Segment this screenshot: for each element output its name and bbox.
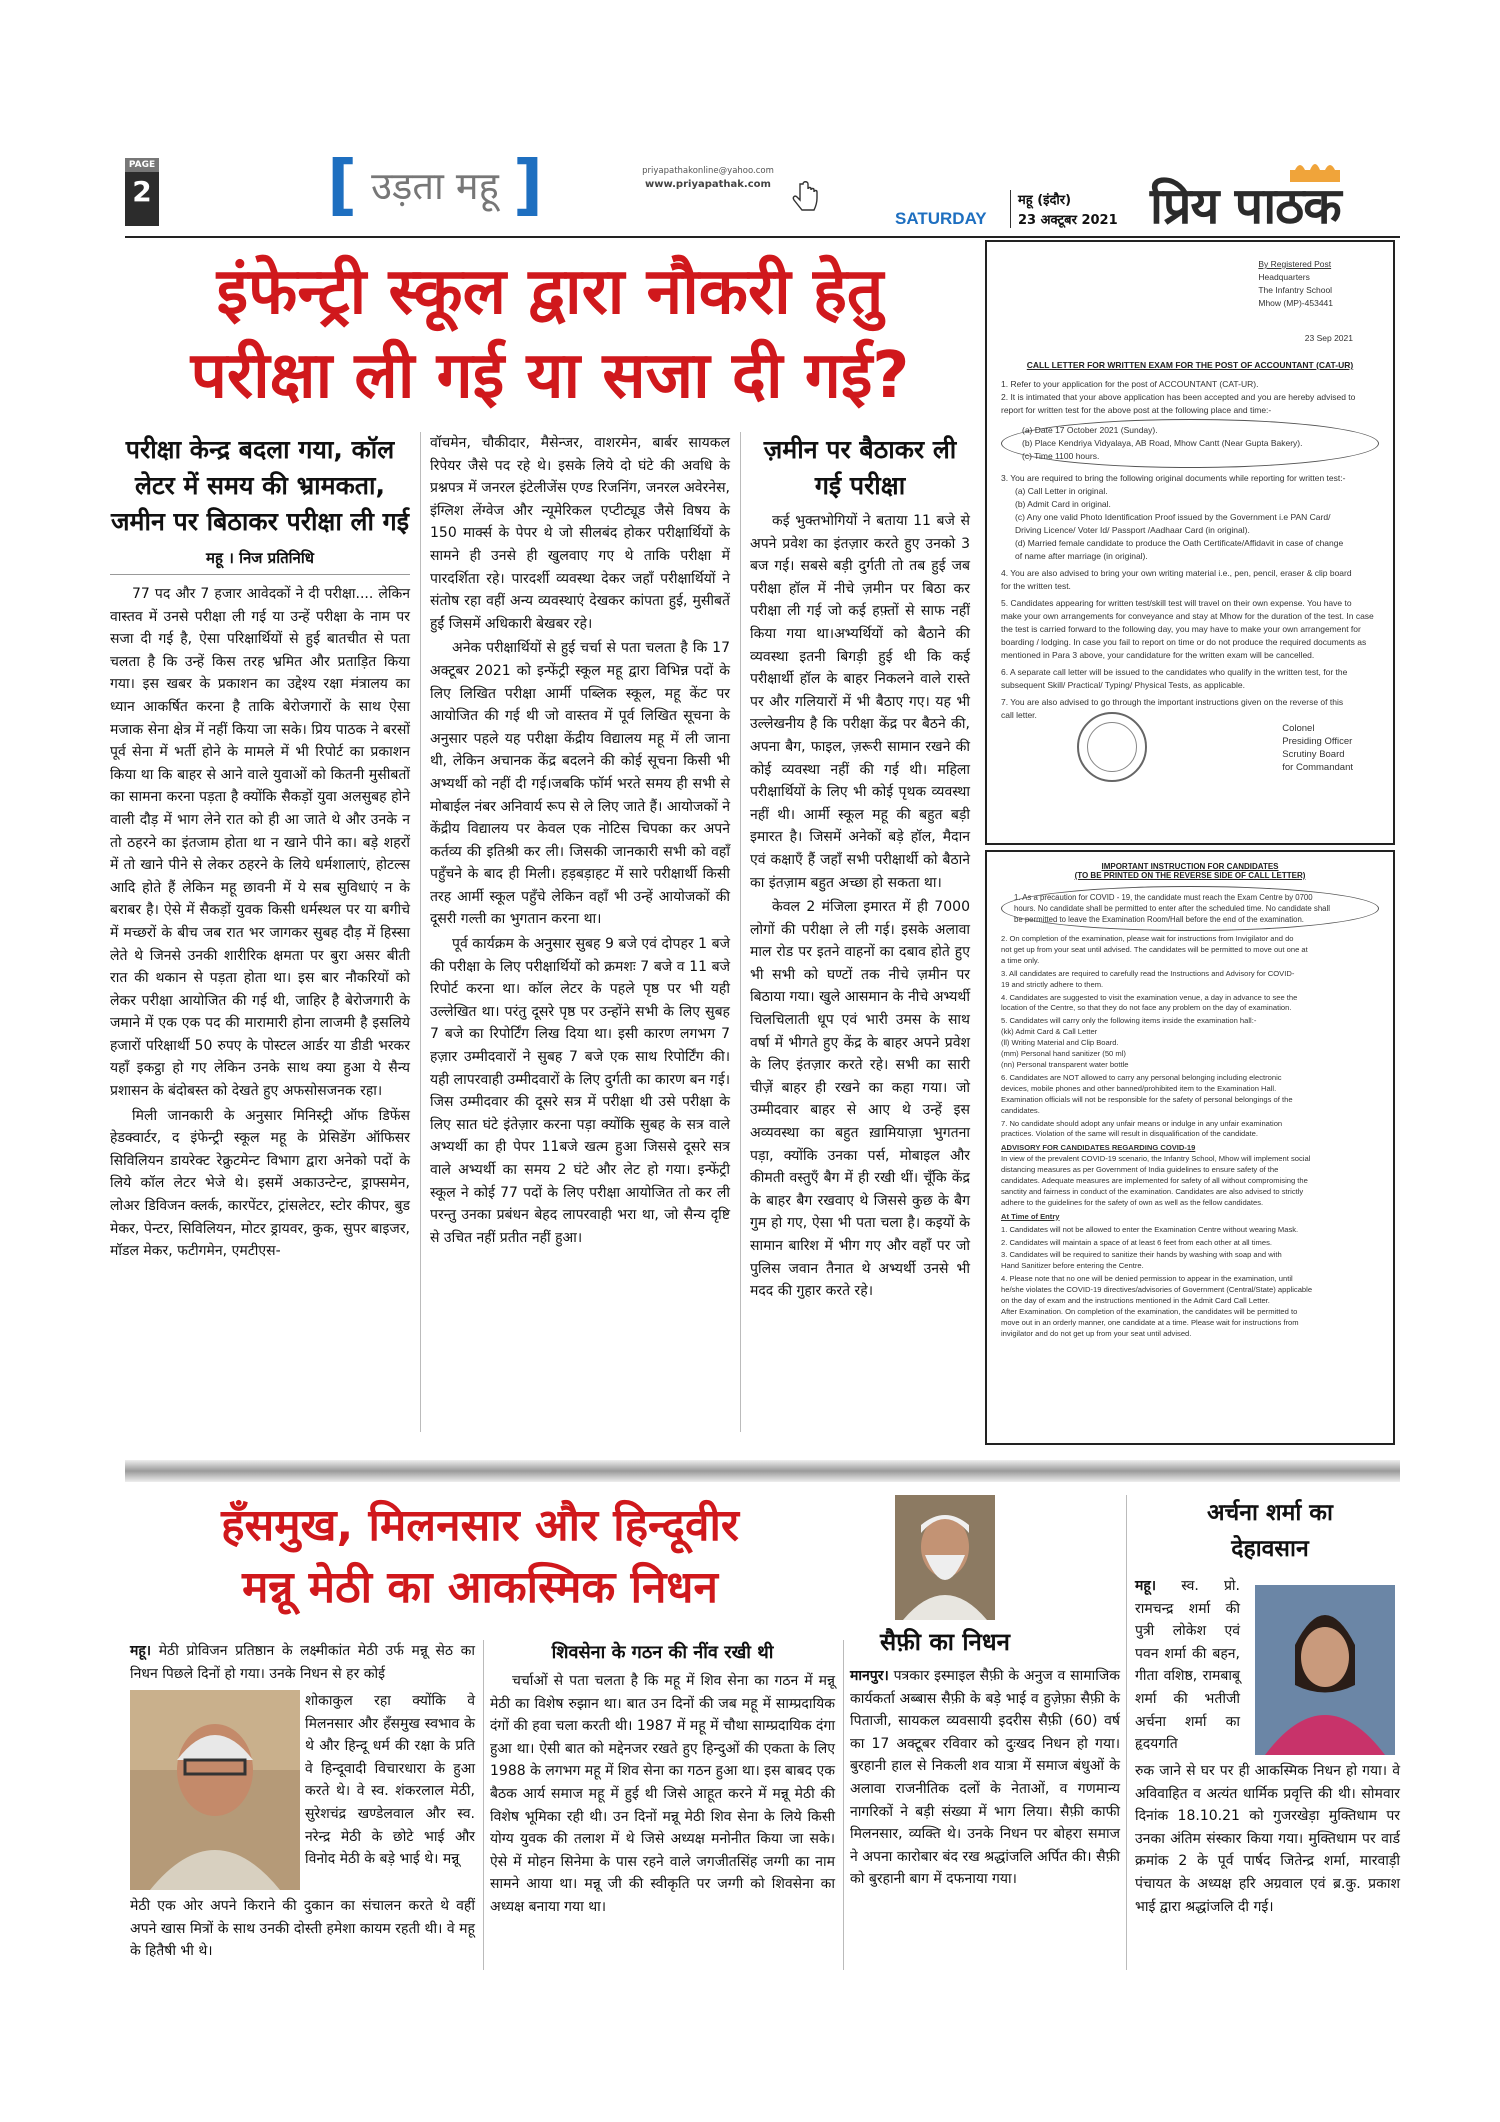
column-rule: [1126, 1495, 1127, 1970]
location-label: महू (इंदौर): [1018, 193, 1072, 208]
instruction-line: In view of the prevalent COVID-19 scenario, the Infantry School, Mhow will implement social: [1001, 1154, 1311, 1164]
letter-line: call letter.: [1001, 710, 1037, 720]
instruction-line: 6. Candidates are NOT allowed to carry any personal belonging including electronic: [1001, 1072, 1282, 1082]
shivsena-text: चर्चाओं से पता चलता है कि महू में शिव सेना का गठन में मन्नू मेठी का विशेष रुझान था। बात उन दिनों की जब महू में साम्प्रदायिक दंगों की हवा चला करती थी। 1987 में महू में चौथा साम्प्रदायिक दंगा हुआ था। ऐसी बात को मद्देनजर रखते हुए हिन्दुओं की एकता के लिए 1988 के लगभग महू में शिव सेना का गठन हुआ था। इस बाबद एक बैठक आर्य समाज महू में हुई थी जिसे आहूत करने में मन्नू मेठी की विशेष भूमिका रही थी। उन दिनों मन्नू मेठी शिव सेना के लिये किसी योग्य युवक की तलाश में थे जिसे अध्यक्ष मनोनीत किया जा सके। ऐसे में मोहन सिनेमा के पास रहने वाले जगजीतसिंह जग्गी का नाम सामने आया था। मन्नू जी की स्वीकृति पर जग्गी को शिवसेना का अध्यक्ष बनाया गया था।: [490, 1673, 835, 1915]
letter-title: CALL LETTER FOR WRITTEN EXAM FOR THE POST OF ACCOUNTANT (CAT-UR): [1026, 360, 1354, 370]
letter-line: (a) Call Letter in original.: [1015, 486, 1108, 496]
highlight-oval: [1001, 886, 1379, 931]
call-letter-document: [985, 240, 1395, 845]
story-paragraph: 77 पद और 7 हजार आवेदकों ने दी परीक्षा.... लेकिन वास्तव में उनसे परीक्षा ली गई या उन्हें परीक्षा के नाम पर सजा दी गई है, ऐसा परिक्षार्थियों से हुई बातचीत से पता चलता है कि उन्हें किस तरह भ्रमित और प्रताड़ित किया गया। इस खबर के प्रकाशन का उद्देश्य रक्षा मंत्रालय का ध्यान आकर्षित करना है ताकि बेरोजगारों के साथ ऐसा मजाक सेना क्षेत्र में नहीं किया जा सके। प्रिय पाठक ने बरसों पूर्व सेना में भर्ती होने के मामले में भी रिपोर्ट का प्रकाशन किया था कि बाहर से आने वाले युवाओं को कितनी मुसीबतों का सामना करना पड़ता है क्योंकि सैकड़ों युवा अलसुबह होने वाली दौड़ में भाग लेने रात को ही आ जाते थे और उनके न तो ठहरने का इंतजाम होता था न खाने पीने का। बड़े शहरों में तो खाने पीने से लेकर ठहरने के लिये धर्मशालाएं, होटल्स आदि होते हैं लेकिन महू छावनी में ये सब सुविधाएं न के बराबर है। ऐसे में सैकड़ों युवक किसी धर्मस्थल पर या बगीचे में मच्छरों के बीच जब रात भर जागकर सुबह दौड़ में हिस्सा लेते थे जिनसे उनकी शारीरिक क्षमता पर बुरा असर बीती रात की थकान से पड़ता होता था। इस बार नौकरियों को लेकर परीक्षा आयोजित की गई थी, जाहिर है बेरोजगारी के जमाने में एक एक पद की मारामारी होना लाजमी है इसलिये हजारों परिक्षार्थी 50 रुपए के पोस्टल आर्डर या डीडी भरकर यहाँ इकट्ठा हो गए लेकिन उनके साथ क्या हुआ ये सैन्य प्रशासन के बंदोबस्त को देखते हुए अफसोसजनक रहा।: [110, 586, 410, 1100]
instruction-line: 2. Candidates will maintain a space of at least 6 feet from each other at all times.: [1001, 1237, 1272, 1247]
story-paragraph: मिली जानकारी के अनुसार मिनिस्ट्री ऑफ डिफेंस हेडक्वार्टर, द इंफेन्ट्री स्कूल महू के प्रेसिडेंग ऑफिसर सिविलियन डायरेक्ट रेक्रुटमेन्ट विभाग द्वारा अनेको पदों के लिये कॉल लेटर भेजे थे। इसमें अकाउन्टेन्ट, ड्राफ्समेन, लोअर डिविजन क्लर्क, कारपेंटर, ट्रांसलेटर, स्टोर कीपर, बुड मेकर, पेन्टर, सिविलियन, मोटर ड्रायवर, कुक, सुपर बाइजर, मॉडल मेकर, फटीगमेन, एमटीएस-: [110, 1107, 410, 1260]
letter-line: 1. Refer to your application for the post of ACCOUNTANT (CAT-UR).: [1001, 379, 1259, 389]
sign-line: Scrutiny Board: [1282, 749, 1345, 760]
instruction-line: ADVISORY FOR CANDIDATES REGARDING COVID-19: [1001, 1143, 1196, 1153]
instruction-line: At Time of Entry: [1001, 1211, 1060, 1221]
letter-body: [1001, 378, 1379, 722]
sender-line: The Infantry School: [1258, 285, 1333, 295]
dateline: महू।: [1135, 1578, 1157, 1594]
sign-line: Presiding Officer: [1282, 736, 1353, 747]
sender-line: Mhow (MP)-453441: [1258, 298, 1333, 308]
story-paragraph: वॉचमेन, चौकीदार, मैसेन्जर, वाशरमेन, बार्बर सायकल रिपेयर जैसे पद रहे थे। इसके लिये दो घंटे की अवधि के प्रश्नपत्र में जनरल इंटेलीजेंस एण्ड रिजनिंग, जनरल अवेरनेस, इंग्लिश लेंग्वेज और न्यूमेरिकल एप्टीट्यूड जैसे विषय के 150 मार्क्स के पेपर थे जो सीलबंद होकर परीक्षार्थियों के सामने ही उनसे ही खुलवाए गए थे ताकि परीक्षा में पारदर्शिता रहे। पारदर्शी व्यवस्था देकर जहाँ परीक्षार्थियों ने संतोष रहा वहीं अन्य व्यवस्थाएं देखकर कांपता हुई, मुसीबतें हुईं जिसमें अधिकारी बेखबर रहे।: [430, 435, 730, 632]
archana-side: [1135, 1575, 1240, 1758]
portrait-photo: [130, 1690, 300, 1890]
story-paragraph: कई भुक्तभोगियों ने बताया 11 बजे से अपने प्रवेश का इंतज़ार करते हुए उनको 3 बज गई। सबसे बड़ी दुर्गती तो तब हुई जब परीक्षा हॉल में नीचे ज़मीन पर बिठा कर परीक्षा ली गई जो कई हफ़्तों से साफ नहीं किया गया था।अभ्यर्थियों को बैठाने की व्यवस्था इतनी बिगड़ी हुई थी कि कई परीक्षार्थी हॉल के बाहर निकलने वाले रास्ते पर और गलियारों में भी बैठाए गए। यह भी उल्लेखनीय है कि परीक्षा केंद्र पर बैठने की, अपना बैग, फाइल, ज़रूरी सामान रखने की कोई व्यवस्था नहीं की गई थी। महिला परीक्षार्थियों के लिए भी कोई पृथक व्यवस्था नहीं थी। आर्मी स्कूल महू की बहुत बड़ी इमारत है। जिसमें अनेकों बड़े हॉल, मैदान एवं कक्षाएँ हैं जहाँ सभी परीक्षार्थी को बैठाने का इंतज़ाम बहुत अच्छा हो सकता था।: [750, 513, 970, 891]
cursor-hand-icon: [790, 180, 820, 216]
instruction-line: 2. On completion of the examination, please wait for instructions from Invigilator and do: [1001, 934, 1294, 943]
archana-text: स्व. प्रो. रामचन्द्र शर्मा की पुत्री लोकेश एवं पवन शर्मा की बहन, गीता वशिष्ठ, रामबाबू शर्मा की भतीजी अर्चना शर्मा का हृदयगति: [1135, 1578, 1240, 1753]
website-link[interactable]: www.priyapathak.com: [645, 179, 771, 190]
instructions-document: [985, 850, 1395, 1445]
obit-headline-line-1: हँसमुख, मिलनसार और हिन्दूवीर: [221, 1500, 739, 1551]
headline-line-2: परीक्षा ली गई या सजा दी गई?: [190, 339, 910, 413]
instruction-line: invigilator and do not get up from your seat until advised.: [1001, 1328, 1192, 1338]
column-subhead: ज़मीन पर बैठाकर ली गई परीक्षा: [763, 435, 957, 500]
instruction-line: be permitted to leave the Examination Room/Hall before the end of the examination.: [1014, 915, 1304, 924]
instruction-line: (ll) Writing Material and Clip Board.: [1001, 1038, 1119, 1048]
column-rule: [843, 1640, 844, 1970]
obituary-headline: [130, 1495, 830, 1619]
story-paragraph: पूर्व कार्यक्रम के अनुसार सुबह 9 बजे एवं दोपहर 1 बजे की परीक्षा के लिए परीक्षार्थियों को क्रमशः 7 बजे व 11 बजे रिपोर्ट करना था। कॉल लेटर के पहले पृष्ठ पर भी यही उल्लेखित था। परंतु दूसरे पृष्ठ पर उन्होंने सभी के लिए सुबह 7 बजे का रिपोर्टिंग लिख दिया था। इसी कारण लगभग 7 हज़ार उम्मीदवारों ने सुबह 7 बजे एक साथ रिपोर्टिंग की। यही लापरवाही उम्मीदवारों के लिए दुर्गती का कारण बन गई। जिस उम्मीदवार की दूसरे सत्र में परीक्षा थी उसे परीक्षा के लिए सात घंटे इंतेज़ार करना पड़ा क्योंकि सुबह के सत्र वाले अभ्यर्थी का ही पेपर 11बजे खत्म हुआ जिससे दूसरे सत्र वाले अभ्यर्थी का समय 2 घंटे और लेट हो गया। इन्फेंट्री स्कूल ने कोई 77 पदों के लिए परीक्षा आयोजित तो कर ली परन्तु उनका प्रबंधन बेहद लापरवाही भरा था, जो सैन्य दृष्टि से उचित नहीं प्रतीत नहीं हुआ।: [430, 936, 730, 1246]
sign-line: for Commandant: [1282, 762, 1353, 773]
obit-text: मेठी एक ओर अपने किराने की दुकान का संचालन करते थे वहीं अपने खास मित्रों के साथ उनकी दोस्ती हमेशा कायम रहती थी। वे महू के हितैषी भी थे।: [130, 1898, 475, 1960]
section-divider-band: [125, 1460, 1400, 1482]
contact-box: [628, 166, 788, 190]
highlight-oval: [1001, 419, 1379, 468]
instruction-line: (nn) Personal transparent water bottle: [1001, 1059, 1129, 1069]
archana-bottom: [1135, 1760, 1400, 1920]
dateline: मानपुर।: [850, 1668, 889, 1684]
headline-line-1: इंफेन्ट्री स्कूल द्वारा नौकरी हेतु: [216, 255, 884, 329]
instructions-title: IMPORTANT INSTRUCTION FOR CANDIDATES: [1101, 862, 1279, 871]
sender-line: Headquarters: [1258, 272, 1310, 282]
date-divider: [1010, 190, 1011, 228]
instruction-line: (mm) Personal hand sanitizer (50 ml): [1001, 1049, 1126, 1059]
instruction-line: 3. All candidates are required to carefully read the Instructions and Advisory for COVID-: [1001, 968, 1295, 978]
letter-line: 6. A separate call letter will be issued to the candidates who qualify in the written test, for the: [1001, 667, 1348, 677]
page-number: 2: [132, 175, 152, 208]
instruction-line: 3. Candidates will be required to sanitize their hands by washing with soap and with: [1001, 1250, 1282, 1260]
newspaper-logo: [1150, 160, 1400, 235]
saifi-photo: [895, 1495, 995, 1620]
byline: महू । निज प्रतिनिधि: [110, 548, 410, 575]
date-label: 23 अक्टूबर 2021: [1018, 213, 1118, 228]
column-rule: [740, 432, 741, 1432]
saifi-column: [850, 1665, 1120, 1893]
instructions-body: [1001, 934, 1379, 1340]
instruction-line: candidates.: [1001, 1105, 1040, 1115]
story-paragraph: अनेक परीक्षार्थियों से हुई चर्चा से पता चलता है कि 17 अक्टूबर 2021 को इन्फेंट्री स्कूल महू द्वारा विभिन्न पदों के लिए लिखित परीक्षा आर्मी पब्लिक स्कूल, महू केंट पर आयोजित की गई थी जो वास्तव में पूर्व लिखित सूचना के अनुसार पहले यह परीक्षा केंद्रीय विद्यालय महू में ली जाना थी, लेकिन अचानक केंद्र बदलने की कोई सूचना किसी भी अभ्यर्थी को नहीं दी गई।जबकि फॉर्म भरते समय ही सभी से मोबाईल नंबर अनिवार्य रूप से ले लिए जाते हैं। आयोजकों ने केंद्रीय विद्यालय पर केवल एक नोटिस चिपका कर अपने कर्तव्य की इतिश्री कर ली। जिसकी जानकारी सभी को वहाँ पहुँचने के बाद ही मिली। हड़बड़ाहट में सारे परीक्षार्थी किसी तरह आर्मी स्कूल पहुँचे लेकिन वहाँ भी उन्हें आयोजकों की दूसरी गल्ती का भुगतान करना था।: [430, 640, 730, 928]
instruction-line: a time only.: [1001, 955, 1040, 965]
instruction-line: devices, mobile phones and other banned/prohibited item to the Examination Hall.: [1001, 1083, 1277, 1093]
letter-line: make your own arrangements for conveyance and stay at Mhow for the duration of the test. In case: [1001, 611, 1374, 621]
story-subhead: परीक्षा केन्द्र बदला गया, कॉल लेटर में समय की भ्रामकता, जमीन पर बिठाकर परीक्षा ली गई: [110, 435, 410, 536]
letter-line: 3. You are required to bring the following original documents while reporting for written test:-: [1001, 473, 1346, 483]
letter-line: 4. You are also advised to bring your own writing material i.e., pen, pencil, eraser & clip board: [1001, 568, 1352, 578]
letter-line: Driving Licence/ Voter Id/ Passport /Aadhaar Card (in original).: [1015, 525, 1250, 535]
letter-line: report for written test for the above post at the following place and time:-: [1001, 405, 1272, 415]
instruction-line: After Examination. On completion of the examination, the candidates will be permitted to: [1001, 1307, 1298, 1316]
archana-headline-line-1: अर्चना शर्मा का: [1207, 1500, 1333, 1526]
letter-line: (d) Married female candidate to produce the Oath Certificate/Affidavit in case of change: [1015, 538, 1344, 548]
instruction-line: sanctity and fairness in conduct of the examination. Candidates are also advised to strictly: [1001, 1186, 1304, 1196]
instructions-subtitle: (TO BE PRINTED ON THE REVERSE SIDE OF CALL LETTER): [1074, 871, 1306, 880]
letter-line: the test is carried forward to the following day, you may have to make your own arrangement for: [1001, 624, 1361, 634]
obituary-side-text: [305, 1690, 475, 1873]
masthead: [0, 0, 1500, 240]
instruction-line: 19 and strictly adhere to them.: [1001, 979, 1104, 989]
sign-line: Colonel: [1282, 723, 1315, 734]
saifi-headline: सैफ़ी का निधन: [880, 1628, 1010, 1656]
official-seal-icon: [1077, 712, 1147, 782]
main-headline: [125, 250, 975, 418]
letter-line: (c) Any one valid Photo Identification Proof issued by the Government i.e PAN Card/: [1015, 512, 1331, 522]
instruction-line: (kk) Admit Card & Call Letter: [1001, 1027, 1098, 1037]
page-label: PAGE: [125, 158, 159, 172]
right-bracket: ]: [512, 146, 543, 223]
obituary-bottom-text: [130, 1895, 475, 1965]
letter-line: (a) Date 17 October 2021 (Sunday).: [1022, 425, 1158, 435]
instruction-line: he/she violates the COVID-19 directives/advisories of Government (Central/State) applicable: [1001, 1285, 1313, 1295]
instruction-line: 4. Please note that no one will be denied permission to appear in the examination, until: [1001, 1274, 1293, 1284]
instruction-line: location of the Centre, so that they do not face any problem on the day of examination.: [1001, 1003, 1292, 1013]
shivsena-column: [490, 1640, 835, 1921]
instruction-line: Examination officials will not be responsible for the safety of personal belongings of the: [1001, 1094, 1293, 1104]
letter-line: 2. It is intimated that your above application has been accepted and you are hereby advised to: [1001, 392, 1356, 402]
column-rule: [420, 432, 421, 1432]
story-column-3: [750, 432, 970, 1305]
instruction-line: candidates. Adequate measures are implemented for safety of all without compromising the: [1001, 1176, 1308, 1186]
letter-line: 7. You are also advised to go through the important instructions given on the reverse of this: [1001, 697, 1344, 707]
letter-line: (c) Time 1100 hours.: [1022, 451, 1100, 461]
letter-line: (b) Admit Card in original.: [1015, 499, 1111, 509]
obit-text: मेठी प्रोविजन प्रतिष्ठान के लक्ष्मीकांत मेठी उर्फ मन्नू सेठ का निधन पिछले दिनों हो गया। उनके निधन से हर कोई: [130, 1643, 475, 1682]
section-title: उड़ता महू: [371, 164, 499, 208]
email-text: priyapathakonline@yahoo.com: [642, 166, 774, 176]
instruction-line: not get up from your seat until advised. The candidates will be permitted to move out one at: [1001, 944, 1308, 954]
letter-date: 23 Sep 2021: [1304, 333, 1353, 343]
instruction-line: on the day of exam and the instructions mentioned in the Admit Card Call Letter.: [1001, 1296, 1270, 1306]
letter-line: mentioned in Para 3 above, your candidature for the written exam will be cancelled.: [1001, 650, 1315, 660]
instruction-line: move out in an orderly manner, one candidate at a time. Please wait for instructions from: [1001, 1317, 1299, 1327]
story-column-1: [110, 432, 410, 1265]
obit-text: शोकाकुल रहा क्योंकि वे मिलनसार और हँसमुख स्वभाव के थे और हिन्दू धर्म की रक्षा के प्रति वे हिन्दूवादी विचारधारा के हुआ करते थे। वे स्व. शंकरलाल मेठी, सुरेशचंद्र खण्डेलवाल और स्व. नरेन्द्र मेठी के छोटे भाई और विनोद मेठी के बड़े भाई थे। मन्नू: [305, 1693, 475, 1868]
column-rule: [483, 1640, 484, 1970]
instruction-line: hours. No candidate shall be permitted to enter after the scheduled time. No candidate shall: [1014, 904, 1330, 913]
newspaper-name: प्रिय पाठक: [1150, 177, 1341, 235]
archana-photo: [1255, 1585, 1395, 1755]
signature-block: [1282, 722, 1353, 774]
shivsena-subhead: शिवसेना के गठन की नींव रखी थी: [551, 1642, 774, 1663]
instruction-line: distancing measures as per Government of India guidelines to ensure safety of the: [1001, 1165, 1279, 1175]
archana-text: रुक जाने से घर पर ही आकस्मिक निधन हो गया। वे अविवाहित व अत्यंत धार्मिक प्रवृत्ति की थी। सोमवार दिनांक 18.10.21 को गुजरखेड़ा मुक्तिधाम पर उनका अंतिम संस्कार किया गया। मुक्तिधाम पर वार्ड क्रमांक 2 के पूर्व पार्षद जितेन्द्र शर्मा, मारवाड़ी पंचायत के अध्यक्ष हरि अग्रवाल एवं ब्र.कु. प्रकाश भाई द्वारा श्रद्धांजलि दी गई।: [1135, 1763, 1400, 1915]
sender-line: By Registered Post: [1258, 259, 1332, 269]
section-title-wrap: [300, 146, 570, 223]
story-column-2: [430, 432, 730, 1251]
instruction-line: 4. Candidates are suggested to visit the examination venue, a day in advance to see the: [1001, 992, 1298, 1002]
letter-line: of name after marriage (in original).: [1015, 551, 1148, 561]
instruction-line: adhere to the guidelines for the safety of own as well as the fellow candidates.: [1001, 1197, 1264, 1207]
instruction-line: 1. As a precaution for COVID - 19, the candidate must reach the Exam Centre by 0700: [1014, 893, 1313, 902]
instruction-line: 1. Candidates will not be allowed to enter the Examination Centre without wearing Mask.: [1001, 1224, 1299, 1234]
letter-line: (b) Place Kendriya Vidyalaya, AB Road, Mhow Cantt (Near Gupta Bakery).: [1022, 438, 1303, 448]
obit-headline-line-2: मन्नू मेठी का आकस्मिक निधन: [242, 1562, 718, 1613]
masthead-rule: [125, 236, 1400, 238]
letter-line: 5. Candidates appearing for written test/skill test will travel on their own expense. You have to: [1001, 598, 1352, 608]
archana-headline-line-2: देहावसान: [1231, 1536, 1309, 1562]
letter-line: boarding / lodging. In case you fail to report on time or do not produce the required documents as: [1001, 637, 1367, 647]
saifi-text: पत्रकार इस्माइल सैफ़ी के अनुज व सामाजिक कार्यकर्ता अब्बास सैफ़ी के बड़े भाई व हुज़ेफ़ा सैफ़ी के पिताजी, सायकल व्यवसायी इदरीस सैफ़ी (60) वर्ष का 17 अक्टूबर रविवार को दुःखद निधन हो गया। बुरहानी हाल से निकली शव यात्रा में समाज बंधुओं के अलावा राजनीतिक दलों के नेताओं, व गणमान्य नागरिकों ने बड़ी संख्या में भाग लिया। सैफ़ी काफी मिलनसार, व्यक्ति थे। उनके निधन पर बोहरा समाज ने अपना कारोबार बंद रख श्रद्धांजलि अर्पित की। सैफ़ी को बुरहानी बाग में दफनाया गया।: [850, 1668, 1121, 1888]
instruction-line: 7. No candidate should adopt any unfair means or indulge in any unfair examination: [1001, 1118, 1283, 1128]
day-label: SATURDAY: [895, 209, 987, 228]
instruction-line: practices. Violation of the same will result in disqualification of the candidate.: [1001, 1129, 1258, 1139]
archana-headline: [1140, 1495, 1400, 1567]
letter-line: subsequent Skill/ Practical/ Typing/ Physical Tests, as applicable.: [1001, 680, 1245, 690]
instruction-line: Hand Sanitizer before entering the Centre.: [1001, 1261, 1144, 1271]
dateline: महू।: [130, 1643, 152, 1659]
page-number-box: [125, 158, 159, 226]
obituary-column: [130, 1640, 475, 1685]
letter-line: for the written test.: [1001, 581, 1071, 591]
instruction-line: 5. Candidates will carry only the following items inside the examination hall:-: [1001, 1016, 1257, 1026]
left-bracket: [: [327, 146, 358, 223]
letter-sender: [1258, 258, 1333, 310]
story-paragraph: केवल 2 मंजिला इमारत में ही 7000 लोगों की परीक्षा ले ली गई। इसके अलावा माल रोड पर इतने वाहनों का दबाव होते हुए भी सभी को घण्टों तक नीचे ज़मीन पर बिठाया गया। खुले आसमान के नीचे अभ्यर्थी चिलचिलाती धूप एवं भारी उमस के साथ वर्षा में भीगते हुए केंद्र के बाहर अपने प्रवेश के लिए इंतज़ार करते रहे। सभी का सारी चीज़ें बाहर ही रखने का कहा गया। जो उम्मीदवार बाहर से आए थे उन्हें इस अव्यवस्था का बहुत ख़ामियाज़ा भुगतना पड़ा, क्योंकि उनका पर्स, मोबाइल और कीमती वस्तुएँ बैग में ही रखी थीं। चूँकि केंद्र के बाहर बैग रखवाए थे जिससे कुछ के बैग गुम हो गए, ऐसा भी पता चला है। कइयों के सामान बारिश में भीग गए और वहाँ पर जो पुलिस जवान तैनात थे अभ्यर्थी उनसे भी मदद की गुहार करते रहे।: [750, 899, 970, 1300]
